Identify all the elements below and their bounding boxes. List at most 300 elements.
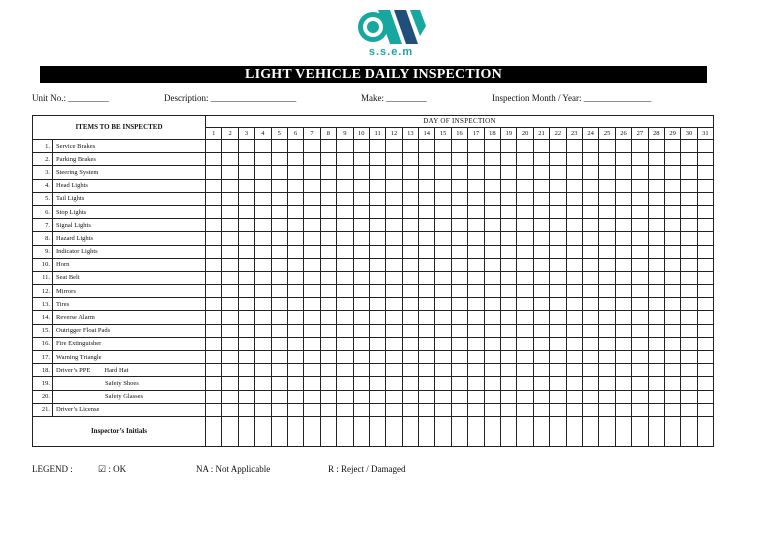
check-cell[interactable] bbox=[599, 192, 615, 205]
check-cell[interactable] bbox=[599, 258, 615, 271]
check-cell[interactable] bbox=[337, 377, 353, 390]
check-cell[interactable] bbox=[501, 245, 517, 258]
check-cell[interactable] bbox=[697, 232, 713, 245]
check-cell[interactable] bbox=[419, 192, 435, 205]
check-cell[interactable] bbox=[550, 271, 566, 284]
check-cell[interactable] bbox=[550, 140, 566, 153]
check-cell[interactable] bbox=[501, 403, 517, 416]
check-cell[interactable] bbox=[435, 192, 451, 205]
check-cell[interactable] bbox=[402, 140, 418, 153]
check-cell[interactable] bbox=[501, 192, 517, 205]
check-cell[interactable] bbox=[304, 364, 320, 377]
check-cell[interactable] bbox=[566, 219, 582, 232]
check-cell[interactable] bbox=[582, 153, 598, 166]
check-cell[interactable] bbox=[255, 232, 271, 245]
check-cell[interactable] bbox=[271, 298, 287, 311]
check-cell[interactable] bbox=[287, 271, 303, 284]
check-cell[interactable] bbox=[533, 337, 549, 350]
check-cell[interactable] bbox=[615, 390, 631, 403]
check-cell[interactable] bbox=[271, 377, 287, 390]
check-cell[interactable] bbox=[287, 258, 303, 271]
check-cell[interactable] bbox=[697, 271, 713, 284]
check-cell[interactable] bbox=[451, 179, 467, 192]
check-cell[interactable] bbox=[468, 271, 484, 284]
check-cell[interactable] bbox=[238, 192, 254, 205]
check-cell[interactable] bbox=[419, 351, 435, 364]
check-cell[interactable] bbox=[353, 140, 369, 153]
check-cell[interactable] bbox=[681, 390, 697, 403]
check-cell[interactable] bbox=[632, 232, 648, 245]
check-cell[interactable] bbox=[501, 219, 517, 232]
check-cell[interactable] bbox=[517, 219, 533, 232]
check-cell[interactable] bbox=[402, 351, 418, 364]
check-cell[interactable] bbox=[238, 324, 254, 337]
check-cell[interactable] bbox=[566, 324, 582, 337]
check-cell[interactable] bbox=[320, 337, 336, 350]
check-cell[interactable] bbox=[566, 166, 582, 179]
check-cell[interactable] bbox=[566, 337, 582, 350]
check-cell[interactable] bbox=[533, 140, 549, 153]
check-cell[interactable] bbox=[681, 192, 697, 205]
check-cell[interactable] bbox=[369, 166, 385, 179]
check-cell[interactable] bbox=[419, 258, 435, 271]
check-cell[interactable] bbox=[238, 377, 254, 390]
check-cell[interactable] bbox=[648, 245, 664, 258]
check-cell[interactable] bbox=[468, 285, 484, 298]
check-cell[interactable] bbox=[533, 403, 549, 416]
check-cell[interactable] bbox=[615, 166, 631, 179]
check-cell[interactable] bbox=[369, 364, 385, 377]
check-cell[interactable] bbox=[582, 179, 598, 192]
check-cell[interactable] bbox=[648, 205, 664, 218]
check-cell[interactable] bbox=[206, 219, 222, 232]
check-cell[interactable] bbox=[697, 285, 713, 298]
check-cell[interactable] bbox=[337, 205, 353, 218]
check-cell[interactable] bbox=[435, 351, 451, 364]
check-cell[interactable] bbox=[386, 153, 402, 166]
check-cell[interactable] bbox=[484, 140, 500, 153]
check-cell[interactable] bbox=[386, 364, 402, 377]
check-cell[interactable] bbox=[386, 271, 402, 284]
initials-cell[interactable] bbox=[697, 416, 713, 446]
check-cell[interactable] bbox=[402, 337, 418, 350]
check-cell[interactable] bbox=[566, 351, 582, 364]
check-cell[interactable] bbox=[533, 298, 549, 311]
check-cell[interactable] bbox=[615, 179, 631, 192]
check-cell[interactable] bbox=[222, 403, 238, 416]
check-cell[interactable] bbox=[599, 179, 615, 192]
check-cell[interactable] bbox=[419, 285, 435, 298]
check-cell[interactable] bbox=[664, 258, 680, 271]
initials-cell[interactable] bbox=[369, 416, 385, 446]
check-cell[interactable] bbox=[468, 311, 484, 324]
check-cell[interactable] bbox=[632, 271, 648, 284]
check-cell[interactable] bbox=[206, 140, 222, 153]
check-cell[interactable] bbox=[222, 311, 238, 324]
check-cell[interactable] bbox=[517, 351, 533, 364]
check-cell[interactable] bbox=[517, 364, 533, 377]
check-cell[interactable] bbox=[664, 364, 680, 377]
check-cell[interactable] bbox=[517, 192, 533, 205]
check-cell[interactable] bbox=[206, 298, 222, 311]
check-cell[interactable] bbox=[648, 337, 664, 350]
check-cell[interactable] bbox=[533, 364, 549, 377]
check-cell[interactable] bbox=[304, 390, 320, 403]
check-cell[interactable] bbox=[419, 179, 435, 192]
check-cell[interactable] bbox=[271, 311, 287, 324]
check-cell[interactable] bbox=[369, 205, 385, 218]
check-cell[interactable] bbox=[255, 390, 271, 403]
check-cell[interactable] bbox=[320, 166, 336, 179]
check-cell[interactable] bbox=[222, 192, 238, 205]
check-cell[interactable] bbox=[484, 351, 500, 364]
check-cell[interactable] bbox=[402, 311, 418, 324]
check-cell[interactable] bbox=[271, 403, 287, 416]
check-cell[interactable] bbox=[501, 166, 517, 179]
check-cell[interactable] bbox=[697, 140, 713, 153]
initials-cell[interactable] bbox=[238, 416, 254, 446]
check-cell[interactable] bbox=[533, 153, 549, 166]
check-cell[interactable] bbox=[320, 403, 336, 416]
check-cell[interactable] bbox=[402, 364, 418, 377]
check-cell[interactable] bbox=[681, 166, 697, 179]
check-cell[interactable] bbox=[533, 219, 549, 232]
check-cell[interactable] bbox=[550, 403, 566, 416]
check-cell[interactable] bbox=[320, 153, 336, 166]
check-cell[interactable] bbox=[550, 166, 566, 179]
check-cell[interactable] bbox=[353, 337, 369, 350]
initials-cell[interactable] bbox=[402, 416, 418, 446]
initials-cell[interactable] bbox=[517, 416, 533, 446]
check-cell[interactable] bbox=[353, 351, 369, 364]
check-cell[interactable] bbox=[632, 364, 648, 377]
check-cell[interactable] bbox=[353, 219, 369, 232]
check-cell[interactable] bbox=[320, 232, 336, 245]
check-cell[interactable] bbox=[615, 324, 631, 337]
check-cell[interactable] bbox=[238, 271, 254, 284]
check-cell[interactable] bbox=[632, 351, 648, 364]
check-cell[interactable] bbox=[550, 258, 566, 271]
check-cell[interactable] bbox=[615, 219, 631, 232]
check-cell[interactable] bbox=[632, 140, 648, 153]
check-cell[interactable] bbox=[550, 192, 566, 205]
check-cell[interactable] bbox=[501, 351, 517, 364]
check-cell[interactable] bbox=[648, 311, 664, 324]
check-cell[interactable] bbox=[501, 324, 517, 337]
check-cell[interactable] bbox=[337, 390, 353, 403]
check-cell[interactable] bbox=[386, 285, 402, 298]
check-cell[interactable] bbox=[238, 337, 254, 350]
check-cell[interactable] bbox=[369, 298, 385, 311]
check-cell[interactable] bbox=[697, 390, 713, 403]
check-cell[interactable] bbox=[222, 298, 238, 311]
check-cell[interactable] bbox=[435, 258, 451, 271]
check-cell[interactable] bbox=[582, 271, 598, 284]
check-cell[interactable] bbox=[419, 377, 435, 390]
check-cell[interactable] bbox=[566, 245, 582, 258]
check-cell[interactable] bbox=[451, 337, 467, 350]
check-cell[interactable] bbox=[664, 390, 680, 403]
check-cell[interactable] bbox=[697, 192, 713, 205]
check-cell[interactable] bbox=[337, 285, 353, 298]
check-cell[interactable] bbox=[222, 271, 238, 284]
check-cell[interactable] bbox=[238, 205, 254, 218]
check-cell[interactable] bbox=[664, 285, 680, 298]
check-cell[interactable] bbox=[435, 324, 451, 337]
check-cell[interactable] bbox=[402, 324, 418, 337]
check-cell[interactable] bbox=[337, 258, 353, 271]
initials-cell[interactable] bbox=[337, 416, 353, 446]
initials-cell[interactable] bbox=[615, 416, 631, 446]
check-cell[interactable] bbox=[304, 351, 320, 364]
check-cell[interactable] bbox=[681, 232, 697, 245]
check-cell[interactable] bbox=[435, 271, 451, 284]
check-cell[interactable] bbox=[451, 219, 467, 232]
check-cell[interactable] bbox=[451, 390, 467, 403]
check-cell[interactable] bbox=[648, 285, 664, 298]
initials-cell[interactable] bbox=[255, 416, 271, 446]
check-cell[interactable] bbox=[271, 166, 287, 179]
check-cell[interactable] bbox=[304, 258, 320, 271]
check-cell[interactable] bbox=[550, 153, 566, 166]
check-cell[interactable] bbox=[451, 245, 467, 258]
check-cell[interactable] bbox=[402, 219, 418, 232]
initials-cell[interactable] bbox=[648, 416, 664, 446]
check-cell[interactable] bbox=[566, 390, 582, 403]
check-cell[interactable] bbox=[566, 232, 582, 245]
check-cell[interactable] bbox=[238, 351, 254, 364]
check-cell[interactable] bbox=[386, 219, 402, 232]
check-cell[interactable] bbox=[599, 311, 615, 324]
check-cell[interactable] bbox=[468, 390, 484, 403]
check-cell[interactable] bbox=[206, 377, 222, 390]
check-cell[interactable] bbox=[238, 390, 254, 403]
check-cell[interactable] bbox=[550, 377, 566, 390]
check-cell[interactable] bbox=[419, 140, 435, 153]
check-cell[interactable] bbox=[402, 403, 418, 416]
check-cell[interactable] bbox=[353, 311, 369, 324]
check-cell[interactable] bbox=[566, 258, 582, 271]
check-cell[interactable] bbox=[484, 271, 500, 284]
check-cell[interactable] bbox=[599, 166, 615, 179]
check-cell[interactable] bbox=[419, 298, 435, 311]
check-cell[interactable] bbox=[648, 390, 664, 403]
check-cell[interactable] bbox=[615, 351, 631, 364]
check-cell[interactable] bbox=[369, 258, 385, 271]
check-cell[interactable] bbox=[484, 298, 500, 311]
check-cell[interactable] bbox=[501, 153, 517, 166]
check-cell[interactable] bbox=[697, 403, 713, 416]
check-cell[interactable] bbox=[550, 337, 566, 350]
check-cell[interactable] bbox=[648, 140, 664, 153]
check-cell[interactable] bbox=[402, 285, 418, 298]
check-cell[interactable] bbox=[517, 205, 533, 218]
check-cell[interactable] bbox=[533, 179, 549, 192]
check-cell[interactable] bbox=[599, 245, 615, 258]
check-cell[interactable] bbox=[582, 219, 598, 232]
check-cell[interactable] bbox=[566, 271, 582, 284]
check-cell[interactable] bbox=[320, 192, 336, 205]
check-cell[interactable] bbox=[533, 232, 549, 245]
check-cell[interactable] bbox=[304, 311, 320, 324]
check-cell[interactable] bbox=[697, 337, 713, 350]
check-cell[interactable] bbox=[353, 205, 369, 218]
check-cell[interactable] bbox=[468, 219, 484, 232]
check-cell[interactable] bbox=[451, 285, 467, 298]
check-cell[interactable] bbox=[206, 311, 222, 324]
check-cell[interactable] bbox=[697, 258, 713, 271]
check-cell[interactable] bbox=[337, 311, 353, 324]
check-cell[interactable] bbox=[320, 271, 336, 284]
check-cell[interactable] bbox=[337, 298, 353, 311]
check-cell[interactable] bbox=[451, 298, 467, 311]
check-cell[interactable] bbox=[238, 140, 254, 153]
initials-cell[interactable] bbox=[484, 416, 500, 446]
check-cell[interactable] bbox=[386, 179, 402, 192]
initials-cell[interactable] bbox=[681, 416, 697, 446]
check-cell[interactable] bbox=[386, 377, 402, 390]
check-cell[interactable] bbox=[353, 258, 369, 271]
check-cell[interactable] bbox=[681, 153, 697, 166]
check-cell[interactable] bbox=[550, 232, 566, 245]
check-cell[interactable] bbox=[582, 377, 598, 390]
check-cell[interactable] bbox=[664, 377, 680, 390]
check-cell[interactable] bbox=[337, 219, 353, 232]
check-cell[interactable] bbox=[484, 364, 500, 377]
check-cell[interactable] bbox=[533, 192, 549, 205]
check-cell[interactable] bbox=[599, 377, 615, 390]
check-cell[interactable] bbox=[287, 311, 303, 324]
check-cell[interactable] bbox=[484, 390, 500, 403]
check-cell[interactable] bbox=[615, 377, 631, 390]
check-cell[interactable] bbox=[287, 179, 303, 192]
check-cell[interactable] bbox=[615, 298, 631, 311]
check-cell[interactable] bbox=[517, 285, 533, 298]
check-cell[interactable] bbox=[615, 153, 631, 166]
check-cell[interactable] bbox=[484, 219, 500, 232]
check-cell[interactable] bbox=[369, 192, 385, 205]
check-cell[interactable] bbox=[664, 271, 680, 284]
check-cell[interactable] bbox=[255, 337, 271, 350]
initials-cell[interactable] bbox=[582, 416, 598, 446]
check-cell[interactable] bbox=[484, 377, 500, 390]
check-cell[interactable] bbox=[206, 403, 222, 416]
check-cell[interactable] bbox=[287, 166, 303, 179]
check-cell[interactable] bbox=[501, 232, 517, 245]
check-cell[interactable] bbox=[615, 140, 631, 153]
check-cell[interactable] bbox=[255, 179, 271, 192]
initials-cell[interactable] bbox=[222, 416, 238, 446]
check-cell[interactable] bbox=[402, 179, 418, 192]
check-cell[interactable] bbox=[566, 364, 582, 377]
check-cell[interactable] bbox=[304, 232, 320, 245]
check-cell[interactable] bbox=[566, 377, 582, 390]
check-cell[interactable] bbox=[206, 271, 222, 284]
check-cell[interactable] bbox=[435, 337, 451, 350]
check-cell[interactable] bbox=[615, 192, 631, 205]
check-cell[interactable] bbox=[632, 192, 648, 205]
check-cell[interactable] bbox=[353, 166, 369, 179]
check-cell[interactable] bbox=[501, 205, 517, 218]
check-cell[interactable] bbox=[386, 166, 402, 179]
check-cell[interactable] bbox=[386, 390, 402, 403]
check-cell[interactable] bbox=[484, 311, 500, 324]
check-cell[interactable] bbox=[320, 179, 336, 192]
check-cell[interactable] bbox=[517, 245, 533, 258]
check-cell[interactable] bbox=[255, 298, 271, 311]
check-cell[interactable] bbox=[599, 140, 615, 153]
check-cell[interactable] bbox=[648, 364, 664, 377]
check-cell[interactable] bbox=[697, 153, 713, 166]
check-cell[interactable] bbox=[582, 324, 598, 337]
check-cell[interactable] bbox=[271, 153, 287, 166]
check-cell[interactable] bbox=[484, 192, 500, 205]
check-cell[interactable] bbox=[582, 192, 598, 205]
check-cell[interactable] bbox=[369, 219, 385, 232]
check-cell[interactable] bbox=[271, 205, 287, 218]
check-cell[interactable] bbox=[238, 364, 254, 377]
check-cell[interactable] bbox=[484, 166, 500, 179]
check-cell[interactable] bbox=[566, 311, 582, 324]
check-cell[interactable] bbox=[517, 324, 533, 337]
check-cell[interactable] bbox=[533, 390, 549, 403]
check-cell[interactable] bbox=[517, 140, 533, 153]
check-cell[interactable] bbox=[451, 192, 467, 205]
check-cell[interactable] bbox=[386, 403, 402, 416]
check-cell[interactable] bbox=[533, 258, 549, 271]
check-cell[interactable] bbox=[419, 337, 435, 350]
initials-cell[interactable] bbox=[550, 416, 566, 446]
check-cell[interactable] bbox=[304, 179, 320, 192]
check-cell[interactable] bbox=[419, 271, 435, 284]
check-cell[interactable] bbox=[517, 258, 533, 271]
check-cell[interactable] bbox=[320, 351, 336, 364]
check-cell[interactable] bbox=[337, 351, 353, 364]
check-cell[interactable] bbox=[255, 192, 271, 205]
check-cell[interactable] bbox=[287, 285, 303, 298]
check-cell[interactable] bbox=[697, 364, 713, 377]
check-cell[interactable] bbox=[222, 232, 238, 245]
check-cell[interactable] bbox=[320, 219, 336, 232]
check-cell[interactable] bbox=[304, 166, 320, 179]
check-cell[interactable] bbox=[402, 245, 418, 258]
check-cell[interactable] bbox=[632, 153, 648, 166]
check-cell[interactable] bbox=[501, 285, 517, 298]
check-cell[interactable] bbox=[255, 140, 271, 153]
check-cell[interactable] bbox=[255, 219, 271, 232]
check-cell[interactable] bbox=[566, 153, 582, 166]
check-cell[interactable] bbox=[697, 377, 713, 390]
check-cell[interactable] bbox=[255, 351, 271, 364]
check-cell[interactable] bbox=[222, 377, 238, 390]
check-cell[interactable] bbox=[533, 245, 549, 258]
check-cell[interactable] bbox=[566, 179, 582, 192]
check-cell[interactable] bbox=[451, 364, 467, 377]
make-field[interactable]: Make: _________ bbox=[361, 93, 427, 103]
check-cell[interactable] bbox=[435, 311, 451, 324]
check-cell[interactable] bbox=[386, 205, 402, 218]
check-cell[interactable] bbox=[353, 179, 369, 192]
check-cell[interactable] bbox=[320, 285, 336, 298]
check-cell[interactable] bbox=[517, 179, 533, 192]
initials-cell[interactable] bbox=[451, 416, 467, 446]
check-cell[interactable] bbox=[287, 390, 303, 403]
check-cell[interactable] bbox=[566, 140, 582, 153]
check-cell[interactable] bbox=[648, 377, 664, 390]
check-cell[interactable] bbox=[255, 377, 271, 390]
check-cell[interactable] bbox=[566, 285, 582, 298]
check-cell[interactable] bbox=[402, 377, 418, 390]
